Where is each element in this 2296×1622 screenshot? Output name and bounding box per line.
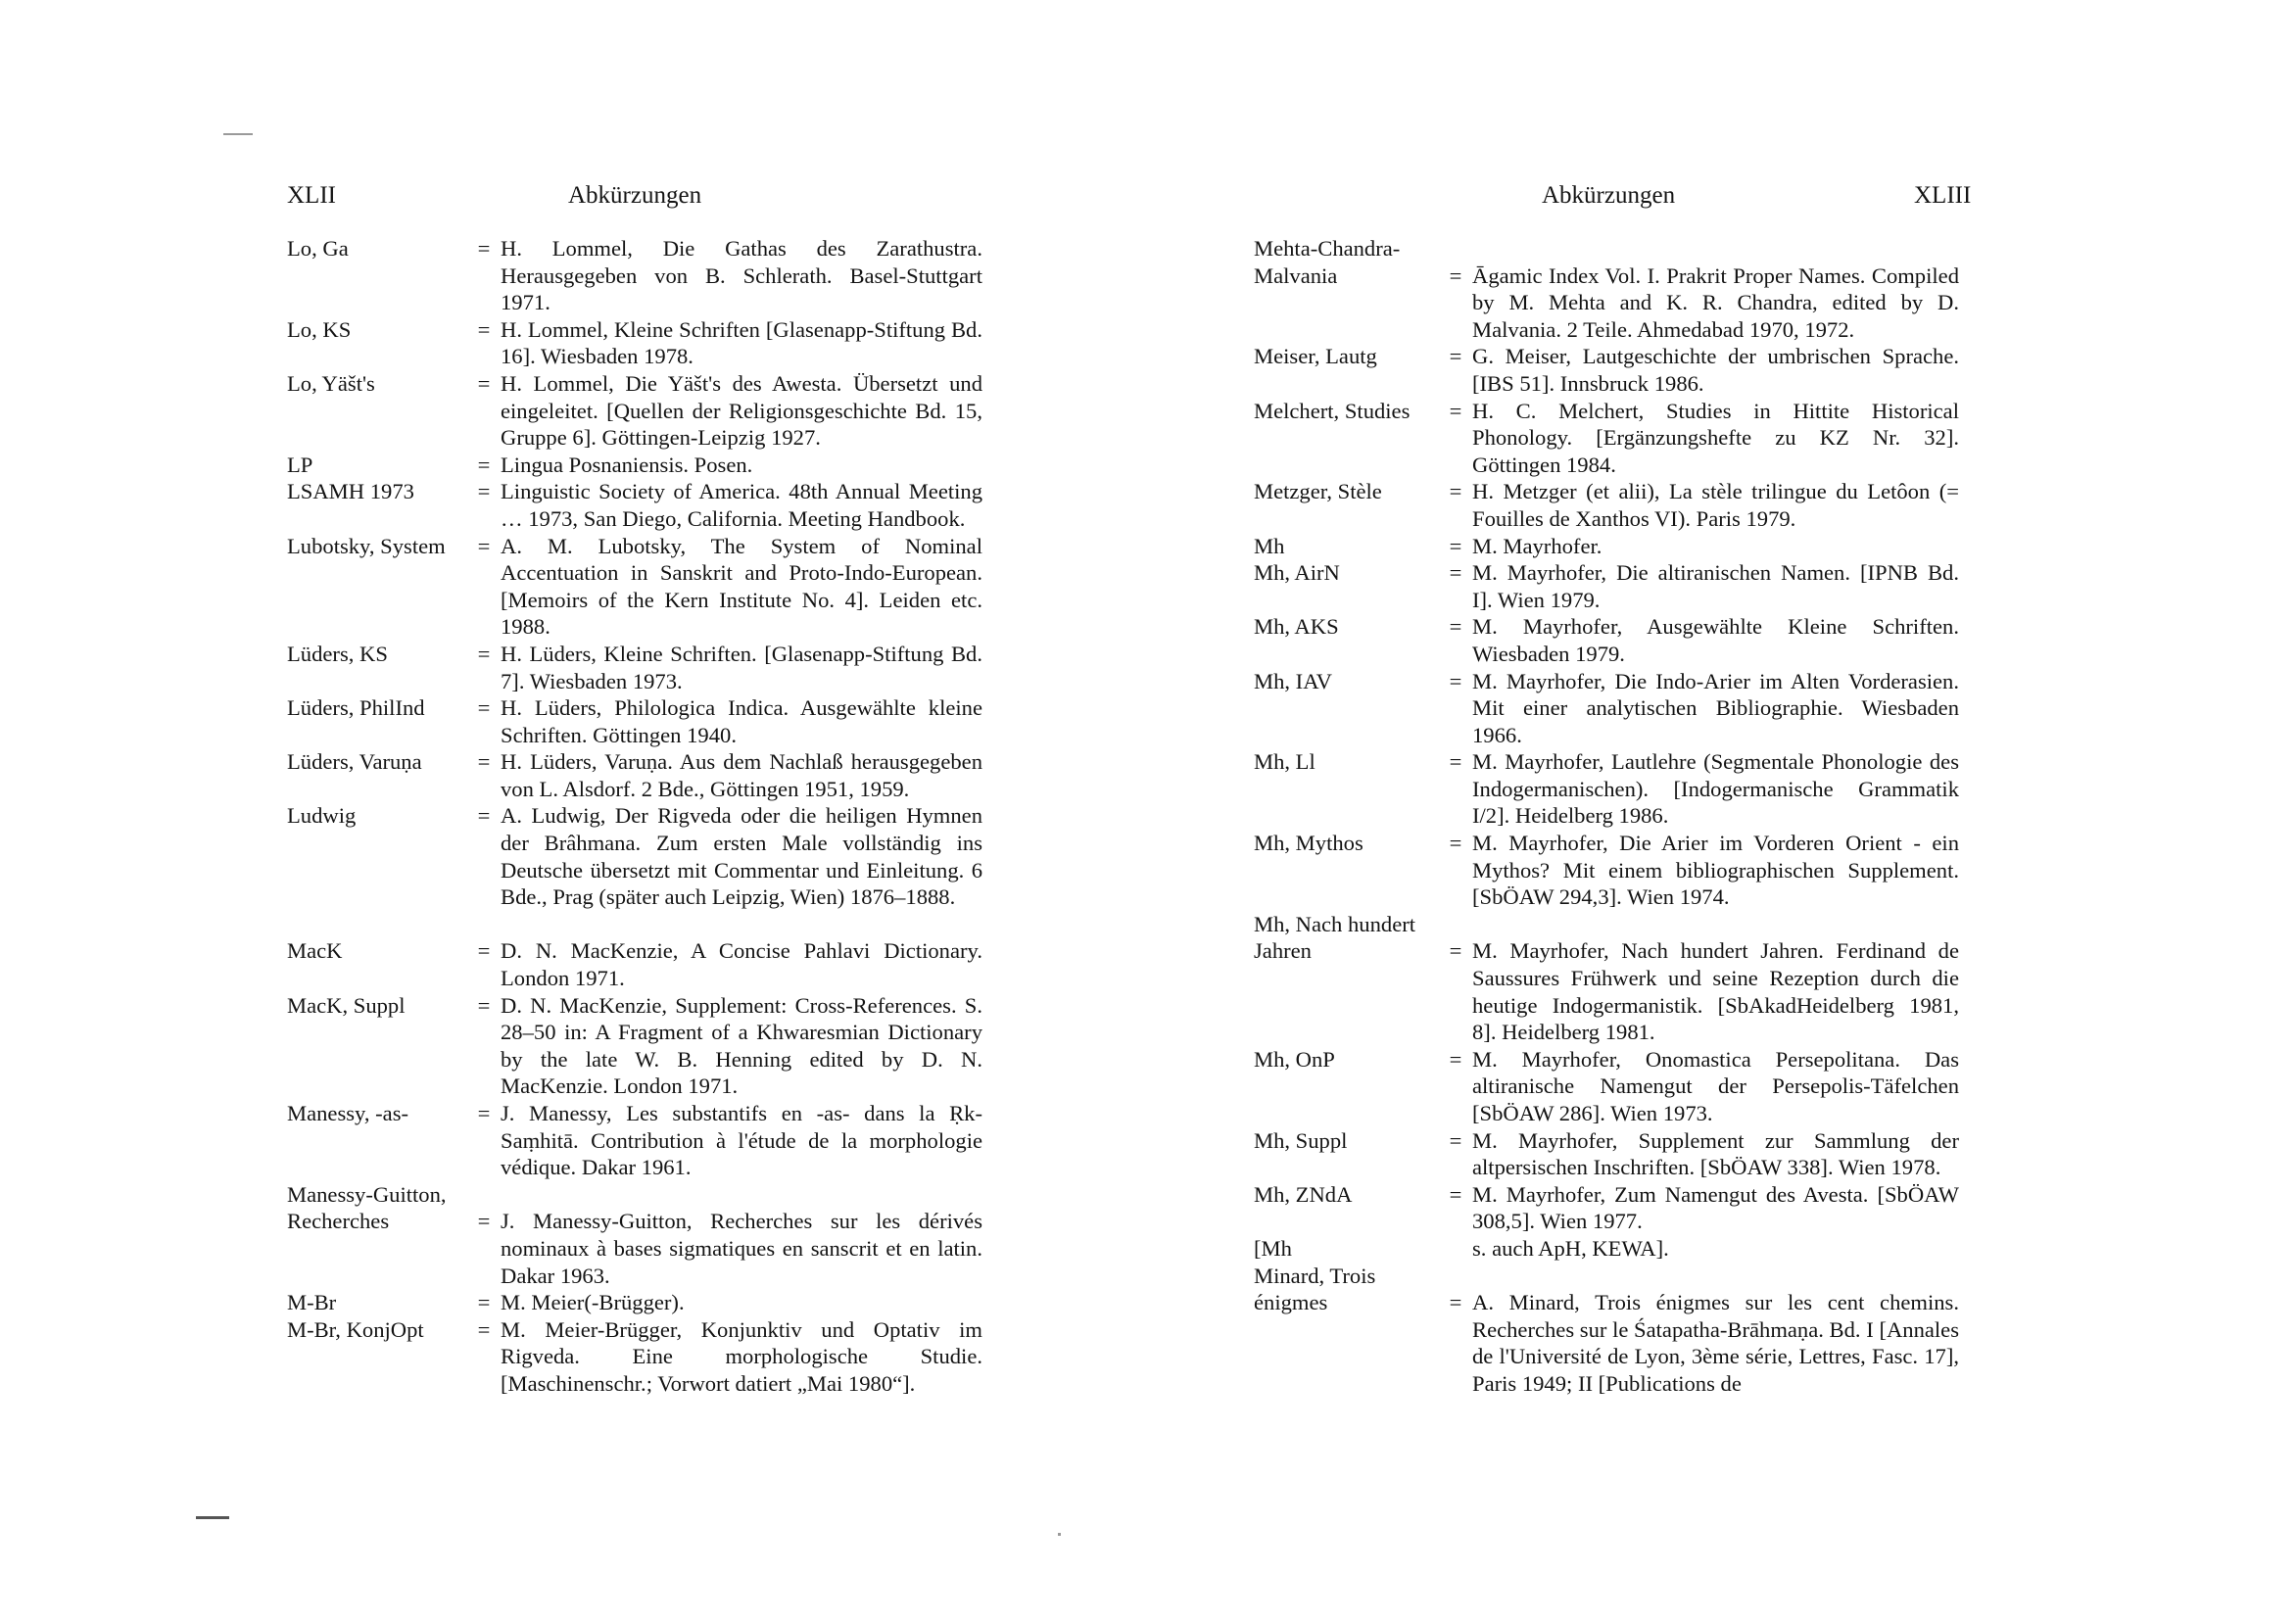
entry — [1254, 398, 1959, 479]
entry-text: M. Meier(-Brügger). — [501, 1290, 685, 1315]
entry-sep: = — [1449, 1290, 1462, 1315]
entry — [1254, 830, 1959, 911]
entry-text: M. Mayrhofer, Nach hundert Jahren. Ferdinand de Saussures Frühwerk und seine Rezeption durch die heutige Indogermanistik. [SbAkadHeidelberg 1981, 8]. Heidelberg 1981. — [1472, 938, 1959, 1045]
entry-sep: = — [1449, 614, 1462, 640]
entry-text: J. Manessy, Les substantifs en -as- dans la Ṛk-Saṃhitā. Contribution à l'étude de la morphologie védique. Dakar 1961. — [501, 1101, 982, 1180]
entry-sep: = — [477, 992, 491, 1018]
entry-abbr: Lubotsky, System — [287, 533, 446, 558]
entry-text: M. Mayrhofer, Zum Namengut des Avesta. [SbÖAW 308,5]. Wien 1977. — [1472, 1181, 1959, 1234]
scan-mark — [1058, 1533, 1061, 1536]
entry-text: M. Mayrhofer, Die Indo-Arier im Alten Vorderasien. Mit einer analytischen Bibliographie. Wiesbaden 1966. — [1472, 668, 1959, 747]
entry-sep: = — [477, 749, 491, 775]
entry-text: M. Mayrhofer, Lautlehre (Segmentale Phonologie des Indogermanischen). [Indogermanische Grammatik I/2]. Heidelberg 1986. — [1472, 749, 1959, 829]
entry-sep: = — [1449, 1046, 1462, 1072]
entry-sep: = — [477, 1290, 491, 1315]
entry-sep: = — [1449, 1127, 1462, 1153]
entry-text: M. Mayrhofer, Supplement zur Sammlung der altpersischen Inschriften. [SbÖAW 338]. Wien 1978. — [1472, 1127, 1959, 1180]
entry — [287, 1181, 992, 1289]
entry-abbr: Mh, Suppl — [1254, 1127, 1348, 1153]
entry-sep: = — [1449, 479, 1462, 504]
page-number: XLIII — [1914, 182, 1972, 209]
entry-abbr: Mh, AirN — [1254, 560, 1340, 586]
entry-sep: = — [477, 641, 491, 666]
entry-text: H. Lommel, Die Gathas des Zarathustra. Herausgegeben von B. Schlerath. Basel-Stuttgart 1971. — [501, 236, 982, 315]
entry-abbr: Meiser, Lautg — [1254, 344, 1377, 369]
entry-sep: = — [477, 695, 491, 721]
entry-abbr: Mehta-Chandra- Malvania — [1254, 236, 1401, 288]
entry-text: s. auch ApH, KEWA]. — [1472, 1235, 1669, 1261]
entry-abbr: Melchert, Studies — [1254, 398, 1411, 423]
entry-text: M. Meier-Brügger, Konjunktiv und Optativ im Rigveda. Eine morphologische Studie. [Maschinenschr.; Vorwort datiert „Mai 1980“]. — [501, 1316, 982, 1396]
entry — [1254, 235, 1959, 343]
entry-abbr: Manessy, -as- — [287, 1101, 409, 1125]
entry-text: M. Mayrhofer, Ausgewählte Kleine Schriften. Wiesbaden 1979. — [1472, 614, 1959, 666]
entry-text: A. Ludwig, Der Rigveda oder die heiligen Hymnen der Brâhmana. Zum ersten Male vollständig ins Deutsche übersetzt mit Commentar und Einleitung. 6 Bde., Prag (später auch Leipzig, Wien) 1876–1888. — [501, 803, 982, 910]
entry-sep: = — [1449, 262, 1462, 288]
entry — [1254, 478, 1959, 532]
entry-text: H. Lüders, Varuṇa. Aus dem Nachlaß herausgegeben von L. Alsdorf. 2 Bde., Göttingen 1951, 1959. — [501, 749, 982, 801]
entry — [287, 452, 992, 479]
entry-sep: = — [477, 479, 491, 504]
running-title: Abkürzungen — [1542, 182, 1676, 209]
right-page — [1148, 0, 2296, 1622]
entry — [287, 1316, 992, 1398]
entry-abbr: Metzger, Stèle — [1254, 479, 1382, 504]
entry-sep: = — [477, 1209, 491, 1234]
abbreviation-list — [287, 235, 992, 1398]
entry-text: H. Lüders, Philologica Indica. Ausgewählte kleine Schriften. Göttingen 1940. — [501, 695, 982, 747]
entry — [287, 802, 992, 910]
entry — [1254, 1235, 1959, 1263]
entry-text: H. Lommel, Die Yäšt's des Awesta. Übersetzt und eingeleitet. [Quellen der Religionsgeschichte Bd. 15, Gruppe 6]. Göttingen-Leipzig 1927. — [501, 370, 982, 451]
entry-text: D. N. MacKenzie, A Concise Pahlavi Dictionary. London 1971. — [501, 938, 982, 991]
entry — [1254, 1263, 1959, 1398]
entry-text: A. Minard, Trois énigmes sur les cent chemins. Recherches sur le Śatapatha-Brāhmaṇa. Bd. I [Annales de l'Université de Lyon, 3ème série, Lettres, Fasc. 17], Paris 1949; II [Publications de — [1472, 1290, 1959, 1396]
entry-text: Lingua Posnaniensis. Posen. — [501, 452, 753, 477]
entry-text: A. M. Lubotsky, The System of Nominal Accentuation in Sanskrit and Proto-Indo-European. [Memoirs of the Kern Institute No. 4]. Leiden etc. 1988. — [501, 533, 982, 640]
abbreviation-list — [1254, 235, 1959, 1398]
entry-sep: = — [1449, 398, 1462, 423]
entry-abbr: Mh, Ll — [1254, 749, 1315, 775]
entry-abbr: LP — [287, 452, 313, 477]
entry-abbr: Ludwig — [287, 803, 357, 829]
entry-sep: = — [477, 533, 491, 558]
entry-abbr: MacK — [287, 938, 343, 964]
entry-text: M. Mayrhofer. — [1472, 533, 1602, 558]
entry-text: M. Mayrhofer, Die Arier im Vorderen Orient - ein Mythos? Mit einem bibliographischen Supplement. [SbÖAW 294,3]. Wien 1974. — [1472, 831, 1959, 910]
entry-sep: = — [1449, 1181, 1462, 1207]
scan-mark — [196, 1516, 229, 1519]
entry — [287, 748, 992, 802]
entry-sep: = — [1449, 668, 1462, 693]
entry — [1254, 1046, 1959, 1127]
entry-text: H. Metzger (et alii), La stèle trilingue du Letôon (= Fouilles de Xanthos VI). Paris 1979. — [1472, 479, 1959, 531]
entry — [1254, 533, 1959, 560]
scan-mark — [223, 133, 253, 135]
entry-sep: = — [1449, 938, 1462, 964]
entry-sep: = — [477, 316, 491, 342]
entry-text: J. Manessy-Guitton, Recherches sur les dérivés nominaux à bases sigmatiques en sanscrit et en latin. Dakar 1963. — [501, 1209, 982, 1288]
entry-abbr: [Mh — [1254, 1235, 1292, 1261]
entry-abbr: Lo, Yäšt's — [287, 370, 375, 396]
entry-sep: = — [477, 803, 491, 829]
entry-abbr: Mh, Mythos — [1254, 831, 1363, 856]
entry — [1254, 911, 1959, 1046]
entry-abbr: Lo, Ga — [287, 236, 349, 261]
entry-text: Linguistic Society of America. 48th Annual Meeting … 1973, San Diego, California. Meeting Handbook. — [501, 479, 982, 531]
running-title: Abkürzungen — [568, 182, 702, 209]
entry-sep: = — [477, 370, 491, 396]
entry — [287, 478, 992, 532]
entry-text: M. Mayrhofer, Die altiranischen Namen. [IPNB Bd. I]. Wien 1979. — [1472, 560, 1959, 612]
entry-sep: = — [477, 236, 491, 261]
entry-abbr: Manessy-Guitton, Recherches — [287, 1181, 447, 1234]
page-number: XLII — [287, 182, 336, 209]
entry-sep: = — [477, 452, 491, 477]
entry-sep: = — [1449, 344, 1462, 369]
entry — [287, 992, 992, 1100]
entry — [1254, 1181, 1959, 1235]
entry-sep: = — [1449, 749, 1462, 775]
entry-abbr: Lüders, Varuṇa — [287, 749, 422, 775]
entry-abbr: Lo, KS — [287, 316, 352, 342]
entry — [1254, 668, 1959, 749]
entry-text: D. N. MacKenzie, Supplement: Cross-References. S. 28–50 in: A Fragment of a Khwaresmian Dictionary by the late W. B. Henning edited by D. N. MacKenzie. London 1971. — [501, 992, 982, 1099]
entry-sep: = — [477, 1316, 491, 1342]
entry-abbr: Mh — [1254, 533, 1285, 558]
entry-abbr: Lüders, KS — [287, 641, 388, 666]
entry — [1254, 748, 1959, 830]
entry-sep: = — [1449, 560, 1462, 586]
entry — [287, 235, 992, 316]
entry-text: H. C. Melchert, Studies in Hittite Historical Phonology. [Ergänzungshefte zu KZ Nr. 32]. Göttingen 1984. — [1472, 398, 1959, 477]
entry-abbr: Mh, Nach hundert Jahren — [1254, 911, 1416, 964]
entry-abbr: Mh, IAV — [1254, 668, 1332, 693]
entry — [287, 1289, 992, 1316]
entry-text: M. Mayrhofer, Onomastica Persepolitana. Das altiranische Namengut der Persepolis-Täfelchen [SbÖAW 286]. Wien 1973. — [1472, 1046, 1959, 1125]
entry-text: H. Lommel, Kleine Schriften [Glasenapp-Stiftung Bd. 16]. Wiesbaden 1978. — [501, 316, 982, 369]
entry-sep: = — [1449, 533, 1462, 558]
entry — [1254, 1127, 1959, 1181]
entry — [287, 1100, 992, 1181]
entry — [287, 694, 992, 748]
entry-abbr: M-Br — [287, 1290, 337, 1315]
entry — [1254, 613, 1959, 667]
entry-abbr: Mh, ZNdA — [1254, 1181, 1353, 1207]
entry-sep: = — [1449, 831, 1462, 856]
entry-text: H. Lüders, Kleine Schriften. [Glasenapp-Stiftung Bd. 7]. Wiesbaden 1973. — [501, 641, 982, 693]
entry-abbr: MacK, Suppl — [287, 992, 406, 1018]
entry-sep: = — [477, 938, 491, 964]
entry-text: Āgamic Index Vol. I. Prakrit Proper Names. Compiled by M. Mehta and K. R. Chandra, edited by D. Malvania. 2 Teile. Ahmedabad 1970, 1972. — [1472, 262, 1959, 342]
entry-abbr: LSAMH 1973 — [287, 479, 414, 504]
entry-sep: = — [477, 1101, 491, 1125]
entry — [287, 641, 992, 694]
entry — [287, 533, 992, 641]
entry-text: G. Meiser, Lautgeschichte der umbrischen Sprache. [IBS 51]. Innsbruck 1986. — [1472, 344, 1959, 396]
entry-abbr: Minard, Trois énigmes — [1254, 1263, 1376, 1315]
entry-abbr: Lüders, PhilInd — [287, 695, 425, 721]
entry-abbr: Mh, AKS — [1254, 614, 1339, 640]
entry — [287, 316, 992, 370]
entry — [1254, 343, 1959, 397]
entry — [1254, 559, 1959, 613]
entry — [287, 937, 992, 991]
entry — [287, 370, 992, 452]
entry-abbr: Mh, OnP — [1254, 1046, 1335, 1072]
entry-abbr: M-Br, KonjOpt — [287, 1316, 424, 1342]
